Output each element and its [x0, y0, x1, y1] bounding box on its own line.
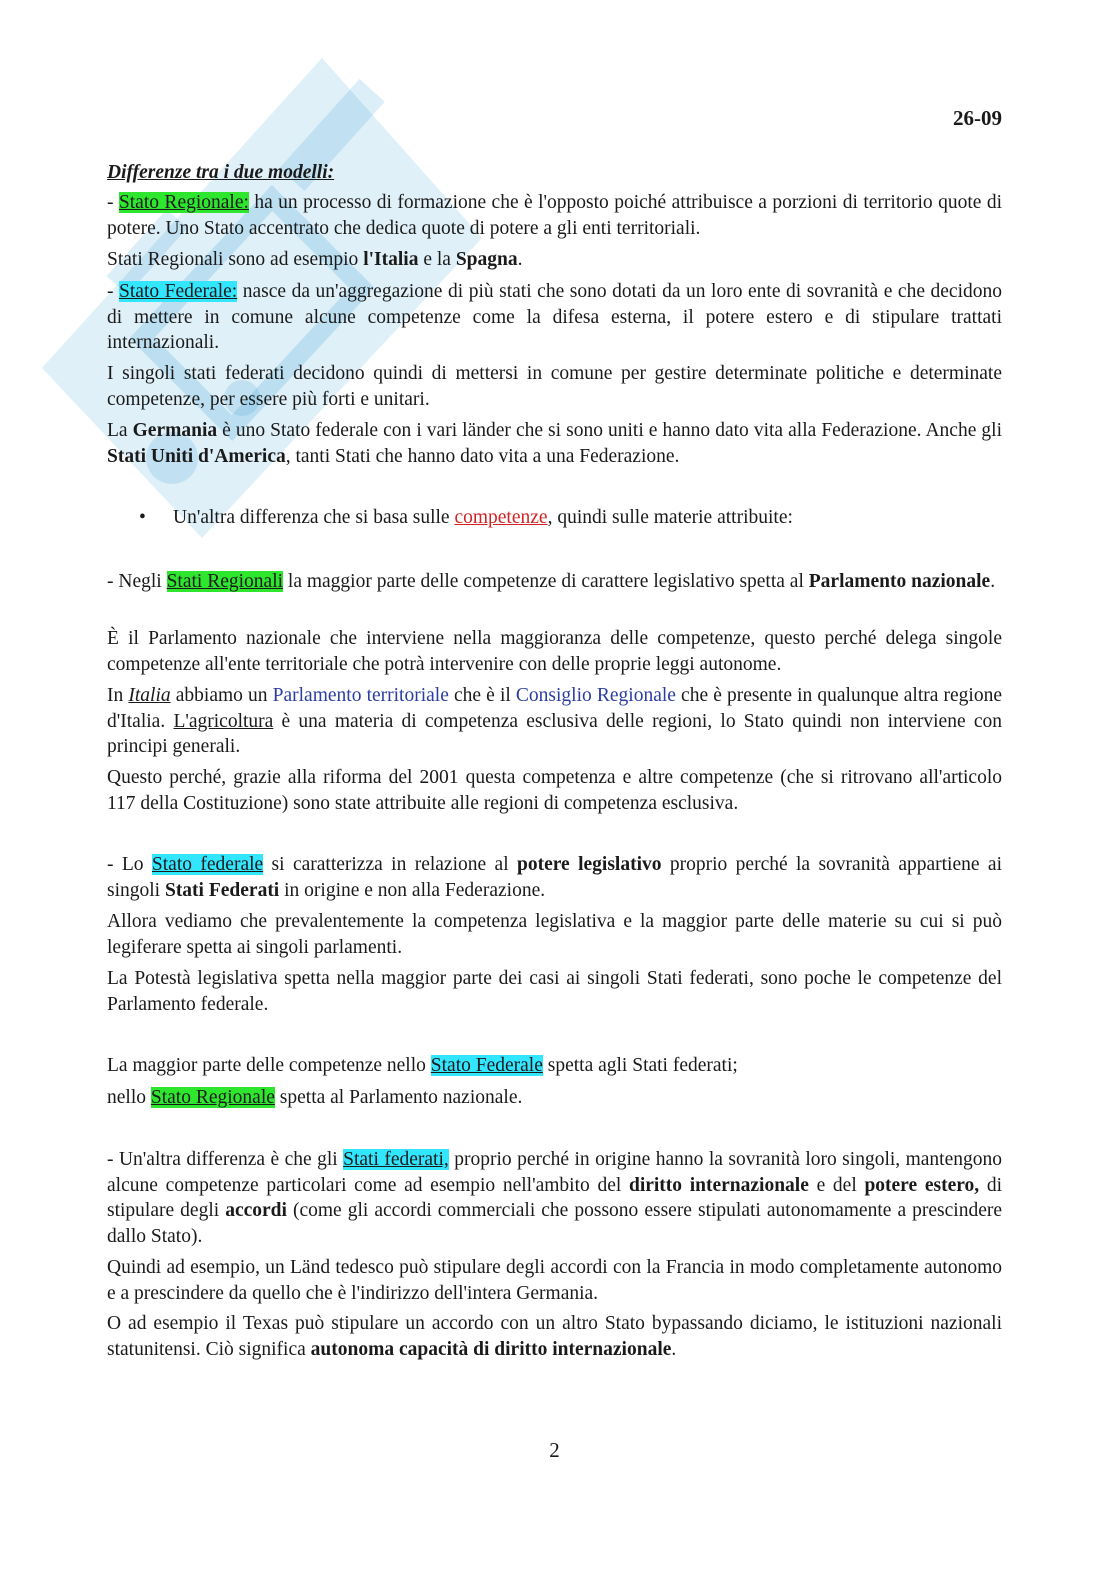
paragraph-text: ha un processo di formazione che è l'opposto poiché attribuisce a porzioni di territorio quote di potere. Uno Stato accentrato che dedica quote di potere a gli enti territoriali. — [107, 192, 1003, 239]
paragraph-italia — [107, 683, 1002, 760]
text: e la — [418, 249, 456, 270]
text: - Negli — [107, 571, 167, 592]
bold-potere-estero: potere estero, — [864, 1174, 980, 1196]
text: nello — [107, 1087, 151, 1108]
text: e del — [808, 1174, 865, 1196]
text: (come gli accordi commerciali che possono essere stipulati autonomamente a prescindere dallo Stato). — [107, 1200, 1003, 1247]
text: . — [671, 1338, 677, 1360]
term-stato-federale: Stato Federale — [430, 1055, 543, 1076]
term-stati-regionali: Stati Regionali — [166, 571, 284, 592]
text: La — [107, 420, 133, 441]
paragraph-altra-differenza — [107, 1147, 1002, 1249]
paragraph-stato-regionale — [107, 190, 1002, 241]
bold-stati-uniti: Stati Uniti d'America — [107, 445, 286, 467]
term-consiglio-regionale: Consiglio Regionale — [515, 685, 676, 706]
text: O ad esempio il Texas può stipulare un accordo con un altro Stato bypassando diciamo, le istituzioni nazionali statunitensi. Ciò significa — [107, 1313, 1002, 1360]
term-stato-regionale: Stato Regionale: — [118, 192, 249, 213]
bold-accordi: accordi — [225, 1200, 287, 1221]
paragraph-land-tedesco: Quindi ad esempio, un Länd tedesco può stipulare degli accordi con la Francia in modo completamente autonomo e a prescindere da quello che è l'indirizzo dell'intera Germania. — [107, 1257, 1002, 1304]
term-italia: Italia — [128, 685, 171, 706]
text: che è il — [448, 685, 516, 706]
bullet-icon: • — [139, 507, 146, 528]
page-number: 2 — [549, 1438, 560, 1462]
text: spetta al Parlamento nazionale. — [274, 1087, 523, 1108]
text: La maggior parte delle competenze nello — [107, 1055, 431, 1076]
bold-potere-legislativo: potere legislativo — [517, 854, 662, 875]
text: . — [517, 249, 523, 270]
paragraph-lo-stato-federale — [107, 852, 1002, 903]
text: Un'altra differenza che si basa sulle — [173, 507, 455, 528]
text: spetta agli Stati federati; — [542, 1055, 738, 1076]
text: è una materia di competenza esclusiva delle regioni, lo Stato quindi non interviene con principi generali. — [107, 710, 1002, 757]
bold-italia: l'Italia — [363, 249, 419, 270]
bold-diritto-internazionale: diritto internazionale — [628, 1174, 809, 1196]
text: , quindi sulle materie attribuite: — [547, 507, 793, 528]
text: proprio perché in origine hanno la sovranità loro singoli, mantengono alcune competenze particolari come ad esempio nell'ambito del — [107, 1149, 1002, 1196]
term-stati-federati: Stati federati, — [343, 1149, 449, 1170]
text: in origine e non alla Federazione. — [279, 879, 546, 901]
text: si caratterizza in relazione al — [263, 854, 517, 875]
bold-autonoma-capacita: autonoma capacità di diritto internazionale — [310, 1338, 672, 1360]
term-competenze: competenze — [454, 507, 548, 528]
bold-germania: Germania — [132, 420, 218, 441]
text: proprio perché la sovranità appartiene ai singoli — [107, 854, 1002, 901]
text: In — [107, 685, 129, 706]
paragraph-potesta-legislativa: La Potestà legislativa spetta nella maggior parte dei casi ai singoli Stati federati, sono poche le competenze del Parlamento federale. — [107, 968, 1002, 1015]
paragraph-parlamento-nazionale: È il Parlamento nazionale che interviene nella maggioranza delle competenze, questo perché delega singole competenze all'ente territoriale che potrà intervenire con delle proprie leggi autonome. — [107, 628, 1002, 675]
term-stato-federale: Stato federale — [151, 854, 264, 875]
paragraph-maggior-parte — [107, 1053, 1002, 1079]
term-stato-regionale: Stato Regionale — [150, 1087, 275, 1108]
text: è uno Stato federale con i vari länder che si sono uniti e hanno dato vita alla Federazione. Anche gli — [217, 420, 1002, 441]
paragraph-texas — [107, 1311, 1002, 1362]
dash: - — [107, 192, 119, 213]
bold-stati-federati: Stati Federati — [164, 879, 280, 901]
paragraph-competenza-legislativa: Allora vediamo che prevalentemente la competenza legislativa e la maggior parte delle materie su cui si può legiferare spetta ai singoli parlamenti. — [107, 911, 1002, 958]
dash: - — [107, 281, 120, 302]
paragraph-riforma-2001: Questo perché, grazie alla riforma del 2001 questa competenza e altre competenze (che si ritrovano all'articolo 117 della Costituzione) sono state attribuite alle regioni di competenza esclusiva. — [107, 767, 1002, 814]
bullet-text — [173, 505, 793, 531]
text: che è presente in qualunque altra regione d'Italia. — [107, 685, 1002, 732]
paragraph-negli-stati-regionali — [107, 569, 1002, 595]
paragraph-stati-federati: I singoli stati federati decidono quindi di mettersi in comune per gestire determinate politiche e determinate competenze, per essere più forti e unitari. — [107, 363, 1002, 410]
text: di stipulare degli — [107, 1174, 1003, 1221]
paragraph-nello-stato-regionale — [107, 1085, 1002, 1111]
text: - Lo — [107, 854, 152, 875]
text: la maggior parte delle competenze di carattere legislativo spetta al — [283, 571, 809, 592]
term-parlamento-territoriale: Parlamento territoriale — [272, 685, 449, 706]
term-stato-federale: Stato Federale: — [119, 281, 238, 302]
section-heading — [107, 160, 1002, 186]
lecture-date: 26-09 — [953, 106, 1002, 130]
paragraph-stato-federale — [107, 279, 1002, 356]
text: . — [990, 571, 996, 592]
paragraph-germania — [107, 418, 1002, 469]
text: abbiamo un — [170, 685, 273, 706]
term-agricoltura: L'agricoltura — [173, 710, 274, 732]
text: Stati Regionali sono ad esempio — [107, 249, 364, 270]
bold-parlamento-nazionale: Parlamento nazionale — [808, 571, 991, 592]
text: , tanti Stati che hanno dato vita a una Federazione. — [285, 445, 680, 467]
heading-text: Differenze tra i due modelli: — [107, 162, 335, 183]
text: - Un'altra differenza è che gli — [107, 1149, 344, 1170]
bold-spagna: Spagna — [455, 249, 518, 270]
paragraph-examples-regionali — [107, 247, 1002, 273]
paragraph-text: nasce da un'aggregazione di più stati che sono dotati da un loro ente di sovranità e che decidono di mettere in comune alcune competenze come la difesa esterna, il potere estero e di stipulare trattati internazionali. — [107, 281, 1002, 353]
